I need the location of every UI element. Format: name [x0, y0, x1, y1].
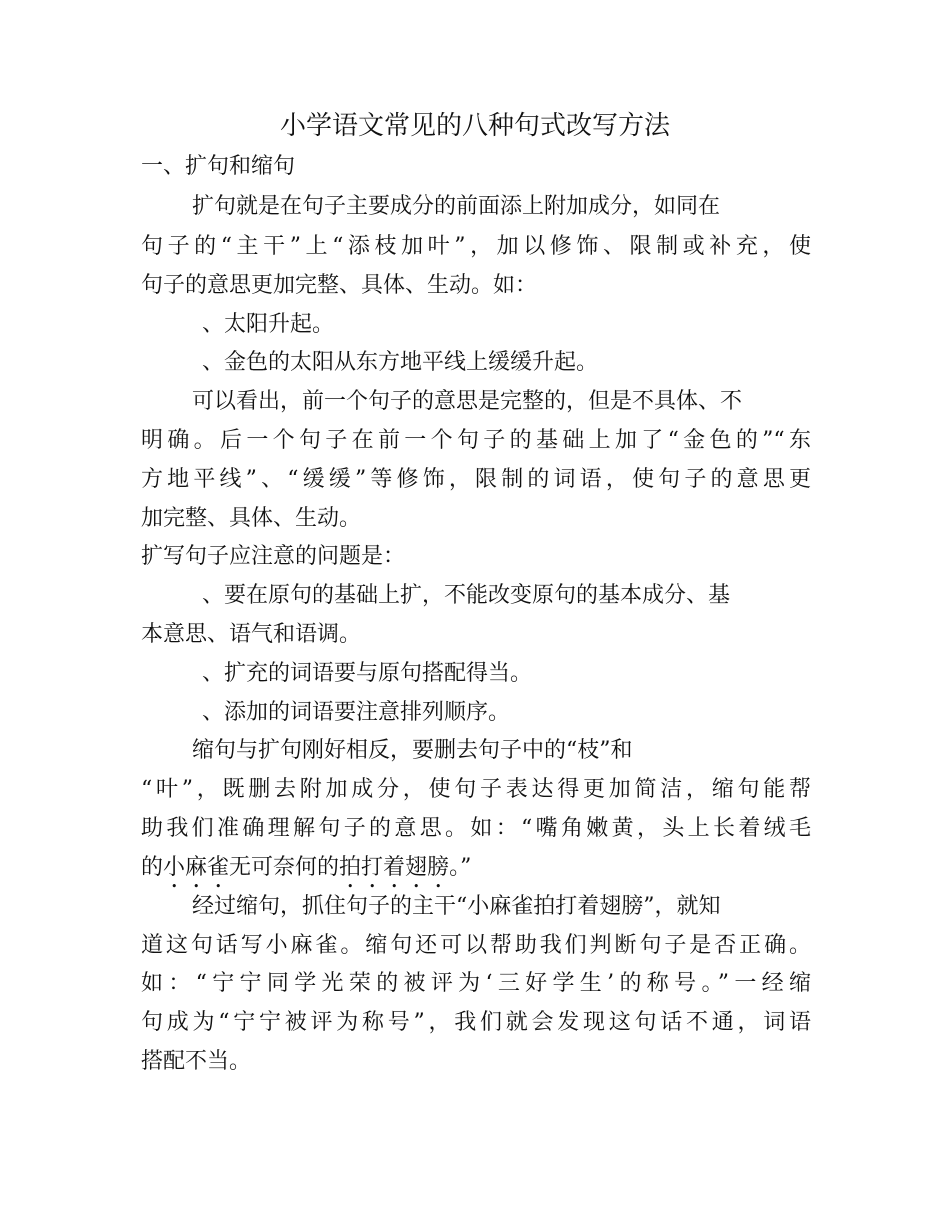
emphasized-text: 拍打着翅膀	[339, 855, 450, 880]
paragraph-1-line-2: 句子的“主干”上“添枝加叶”，加以修饰、限制或补充，使	[141, 234, 811, 259]
paragraph-3-line-2: “叶”，既删去附加成分，使句子表达得更加简洁，缩句能帮	[141, 777, 811, 802]
example-2: 、金色的太阳从东方地平线上缓缓升起。	[202, 350, 599, 375]
paragraph-3-line-3: 助我们准确理解句子的意思。如：“嘴角嫩黄，头上长着绒毛	[141, 816, 811, 841]
text-segment: 。”	[449, 855, 472, 880]
paragraph-2-line-4: 加完整、具体、生动。	[141, 506, 362, 531]
text-segment: 无可奈何的	[229, 855, 340, 880]
paragraph-2-line-3: 方地平线”、“缓缓”等修饰，限制的词语，使句子的意思更	[141, 467, 811, 492]
paragraph-1-line-3: 句子的意思更加完整、具体、生动。如：	[141, 273, 538, 298]
note-2: 、扩充的词语要与原句搭配得当。	[202, 661, 533, 686]
example-1: 、太阳升起。	[202, 312, 335, 337]
note-1-line-2: 本意思、语气和语调。	[141, 622, 362, 647]
paragraph-4-line-5: 搭配不当。	[141, 1049, 252, 1074]
paragraph-1-line-1: 扩句就是在句子主要成分的前面添上附加成分，如同在	[192, 194, 721, 219]
paragraph-3-line-1: 缩句与扩句刚好相反，要删去句子中的“枝”和	[192, 738, 633, 763]
note-1-line-1: 、要在原句的基础上扩，不能改变原句的基本成分、基	[202, 583, 731, 608]
note-3: 、添加的词语要注意排列顺序。	[202, 700, 511, 725]
section-heading: 一、扩句和缩句	[141, 154, 296, 179]
paragraph-4-line-3: 如：“宁宁同学光荣的被评为‘三好学生’的称号。”一经缩	[141, 971, 811, 996]
paragraph-2-line-2: 明确。后一个句子在前一个句子的基础上加了“金色的”“东	[141, 428, 811, 453]
paragraph-2-line-1: 可以看出，前一个句子的意思是完整的，但是不具体、不	[192, 389, 743, 414]
paragraph-4-line-4: 句成为“宁宁被评为称号”，我们就会发现这句话不通，词语	[141, 1010, 811, 1035]
paragraph-4-line-1: 经过缩句，抓住句子的主干“小麻雀拍打着翅膀”，就知	[192, 894, 721, 919]
text-segment: 的	[141, 855, 164, 880]
emphasized-text: 小麻雀	[163, 855, 230, 880]
paragraph-4-line-2: 道这句话写小麻雀。缩句还可以帮助我们判断句子是否正确。	[141, 933, 811, 958]
document-title: 小学语文常见的八种句式改写方法	[279, 111, 670, 141]
notes-heading: 扩写句子应注意的问题是：	[141, 544, 406, 569]
